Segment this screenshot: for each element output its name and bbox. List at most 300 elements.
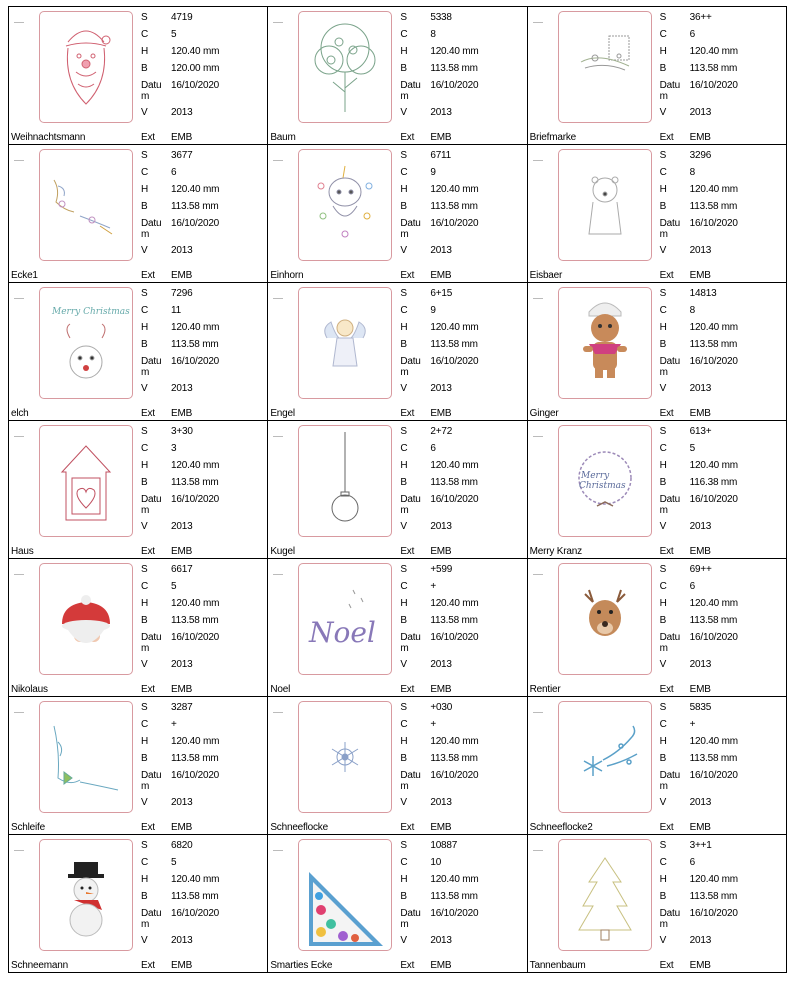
design-card (9, 697, 268, 835)
version-value: 2013 (171, 797, 193, 808)
extension-value: EMB (430, 132, 452, 143)
color-count: + (689, 719, 696, 730)
design-name: Briefmarke (529, 132, 577, 143)
spec-row-stitch-count (400, 285, 524, 302)
design-specs (141, 699, 265, 811)
design-specs (400, 699, 524, 811)
spec-label: m (659, 505, 668, 516)
spec-label: m (659, 781, 668, 792)
spec-row-height-value (400, 457, 524, 474)
color-count: 5 (171, 29, 177, 40)
extension-value: EMB (171, 408, 193, 419)
extension-value: EMB (689, 132, 711, 143)
spec-label: H (141, 184, 149, 195)
spec-row-color-count (141, 854, 265, 871)
spec-label: C (141, 443, 149, 454)
height-value: 120.40 mm (430, 736, 479, 747)
date-value: 16/10/2020 (430, 494, 479, 505)
design-specs (660, 837, 784, 949)
spec-label: S (141, 12, 148, 23)
extension-value: EMB (430, 822, 452, 833)
date-value: 16/10/2020 (171, 494, 220, 505)
spec-row-extension (660, 960, 711, 971)
spec-label: H (141, 598, 149, 609)
stitch-count: +599 (430, 564, 453, 575)
version-value: 2013 (689, 797, 712, 808)
design-specs (141, 285, 265, 397)
color-count: 8 (689, 305, 696, 316)
spec-label: B (141, 753, 148, 764)
design-card (9, 559, 268, 697)
width-value: 113.58 mm (171, 339, 219, 350)
spec-label: H (141, 46, 149, 57)
spec-row-height-value (660, 43, 784, 60)
spec-label: Ext (659, 546, 674, 557)
spec-row-version (141, 932, 265, 949)
spec-row-stitch-count (141, 561, 265, 578)
color-count: 6 (689, 581, 696, 592)
design-card (528, 559, 787, 697)
width-value: 113.58 mm (430, 63, 478, 74)
design-card (9, 7, 268, 145)
stitch-count: 5835 (689, 702, 712, 713)
design-specs (660, 423, 784, 535)
spec-row-color-count (400, 302, 524, 319)
design-thumbnail (298, 701, 392, 813)
spec-label: H (659, 736, 667, 747)
stitch-count: 7296 (171, 288, 193, 299)
spec-label: V (659, 521, 667, 532)
spec-label: m (141, 229, 150, 240)
design-card (268, 697, 527, 835)
spec-label: B (141, 615, 148, 626)
design-thumbnail (558, 11, 652, 123)
spec-row-height-value (660, 595, 784, 612)
spec-label: Datu (659, 218, 680, 229)
color-count: 5 (171, 581, 177, 592)
spec-row-extension (660, 546, 711, 557)
design-specs (141, 837, 265, 949)
spec-label: V (659, 935, 667, 946)
spec-label: C (400, 305, 408, 316)
spec-row-version (660, 242, 784, 259)
width-value: 113.58 mm (689, 63, 738, 74)
spec-label: V (659, 797, 667, 808)
spec-label: m (141, 367, 150, 378)
spec-label: S (400, 564, 407, 575)
spec-label: Datu (400, 770, 421, 781)
spec-label: Datu (141, 632, 162, 643)
spec-label: C (659, 443, 667, 454)
spec-label: H (659, 874, 667, 885)
width-value: 113.58 mm (430, 891, 478, 902)
design-thumbnail (39, 701, 133, 813)
spec-row-version (141, 794, 265, 811)
design-specs (400, 147, 524, 259)
spec-label: Ext (659, 684, 674, 695)
stitch-count: 6617 (171, 564, 193, 575)
stitch-count: 3287 (171, 702, 193, 713)
version-value: 2013 (430, 797, 452, 808)
spec-row-stitch-count (400, 423, 524, 440)
spec-row-height-value (660, 871, 784, 888)
spec-label: Datu (400, 494, 421, 505)
spec-label: H (141, 460, 149, 471)
spec-label: B (659, 891, 667, 902)
spec-label: Ext (400, 684, 415, 695)
spec-row-extension (400, 132, 451, 143)
spec-row-width-value (141, 750, 265, 767)
design-card (9, 421, 268, 559)
stitch-count: 2+72 (430, 426, 453, 437)
width-value: 113.58 mm (171, 615, 219, 626)
spec-label: Ext (659, 408, 674, 419)
design-card (528, 835, 787, 973)
spec-row-version (141, 656, 265, 673)
spec-label: S (141, 840, 148, 851)
spec-label: H (400, 598, 408, 609)
design-specs (660, 9, 784, 121)
design-name: Ecke1 (11, 270, 38, 281)
spec-row-color-count (141, 302, 265, 319)
version-value: 2013 (689, 935, 712, 946)
spec-row-width-value (660, 750, 784, 767)
spec-label: S (141, 150, 148, 161)
extension-value: EMB (430, 408, 452, 419)
spec-row-height-value (400, 595, 524, 612)
spec-label: B (400, 615, 407, 626)
spec-label: V (141, 107, 148, 118)
spec-label: H (141, 874, 149, 885)
design-specs (141, 561, 265, 673)
spec-row-extension (660, 270, 711, 281)
spec-row-extension (141, 684, 192, 695)
version-value: 2013 (171, 521, 193, 532)
version-value: 2013 (430, 107, 452, 118)
spec-row-color-count (660, 716, 784, 733)
spec-label: H (400, 46, 408, 57)
date-value: 16/10/2020 (171, 770, 220, 781)
spec-label: m (400, 919, 409, 930)
spec-row-extension (141, 960, 192, 971)
spec-row-height-value (400, 871, 524, 888)
spec-row-color-count (141, 578, 265, 595)
spec-row-stitch-count (141, 285, 265, 302)
spec-label: H (659, 46, 667, 57)
design-name: Noel (270, 684, 291, 695)
spec-row-width-value (400, 198, 524, 215)
stitch-count: 36++ (689, 12, 712, 23)
extension-value: EMB (171, 132, 193, 143)
spec-row-stitch-count (141, 147, 265, 164)
spec-row-height-value (141, 43, 265, 60)
design-name: Weihnachtsmann (11, 132, 86, 143)
version-value: 2013 (171, 383, 193, 394)
spec-label: C (141, 305, 149, 316)
svg-text:Merry: Merry (580, 471, 609, 481)
svg-text:Merry Christmas: Merry Christmas (52, 307, 130, 317)
spec-label: Ext (400, 408, 415, 419)
height-value: 120.40 mm (689, 736, 738, 747)
spec-label: Ext (141, 960, 155, 971)
spec-label: m (659, 643, 668, 654)
spec-label: Ext (400, 960, 415, 971)
design-name: Ginger (529, 408, 559, 419)
extension-value: EMB (171, 270, 193, 281)
spec-label: m (659, 919, 668, 930)
spec-label: C (400, 443, 408, 454)
spec-row-stitch-count (660, 699, 784, 716)
width-value: 113.58 mm (689, 891, 738, 902)
color-count: + (430, 581, 436, 592)
height-value: 120.40 mm (430, 184, 479, 195)
spec-row-height-value (400, 319, 524, 336)
spec-label: Datu (659, 80, 680, 91)
date-value: 16/10/2020 (171, 356, 220, 367)
design-card (268, 283, 527, 421)
spec-row-stitch-count (400, 699, 524, 716)
height-value: 120.40 mm (171, 460, 220, 471)
spec-row-height-value (660, 181, 784, 198)
color-count: 6 (430, 443, 436, 454)
date-value: 16/10/2020 (430, 770, 479, 781)
extension-value: EMB (689, 408, 711, 419)
spec-label: C (400, 719, 408, 730)
spec-row-width-value (400, 750, 524, 767)
spec-label: H (659, 322, 667, 333)
spec-label: m (141, 919, 150, 930)
spec-label: S (141, 564, 148, 575)
design-name: Engel (270, 408, 295, 419)
design-specs (400, 561, 524, 673)
spec-label: C (141, 167, 149, 178)
spec-row-stitch-count (400, 9, 524, 26)
date-value: 16/10/2020 (689, 494, 738, 505)
width-value: 113.58 mm (171, 891, 219, 902)
version-value: 2013 (430, 935, 452, 946)
spec-label: S (659, 564, 667, 575)
stitch-count: 3677 (171, 150, 193, 161)
date-value: 16/10/2020 (171, 218, 220, 229)
spec-label: B (141, 477, 148, 488)
design-card (528, 697, 787, 835)
spec-label: Datu (659, 770, 680, 781)
spec-label: Ext (141, 822, 155, 833)
spec-row-width-value (660, 474, 784, 491)
color-count: 8 (689, 167, 696, 178)
spec-row-version (400, 380, 524, 397)
spec-label: Ext (659, 960, 674, 971)
spec-label: S (659, 702, 667, 713)
design-card (268, 145, 527, 283)
version-value: 2013 (171, 659, 193, 670)
spec-label: H (400, 184, 408, 195)
spec-row-extension (141, 822, 192, 833)
spec-label: m (141, 505, 150, 516)
spec-label: S (659, 12, 667, 23)
spec-label: Ext (141, 132, 155, 143)
height-value: 120.40 mm (689, 874, 738, 885)
spec-label: B (141, 891, 148, 902)
spec-row-version (660, 380, 784, 397)
spec-row-color-count (141, 26, 265, 43)
spec-row-version (400, 242, 524, 259)
design-card (268, 7, 527, 145)
color-count: 6 (689, 857, 696, 868)
stitch-count: 4719 (171, 12, 193, 23)
design-catalog-grid (8, 6, 787, 973)
spec-row-color-count (660, 440, 784, 457)
width-value: 113.58 mm (689, 753, 738, 764)
color-count: 5 (689, 443, 696, 454)
spec-label: Datu (400, 80, 421, 91)
spec-row-height-value (660, 319, 784, 336)
height-value: 120.40 mm (171, 46, 220, 57)
date-value: 16/10/2020 (171, 632, 220, 643)
spec-label: V (141, 383, 148, 394)
spec-row-height-value (141, 595, 265, 612)
color-count: + (171, 719, 177, 730)
height-value: 120.40 mm (430, 46, 479, 57)
spec-label: Datu (141, 908, 162, 919)
spec-label: B (659, 63, 667, 74)
spec-label: C (400, 581, 408, 592)
color-count: 9 (430, 167, 436, 178)
spec-label: B (659, 339, 667, 350)
width-value: 116.38 mm (689, 477, 738, 488)
spec-label: C (141, 719, 149, 730)
spec-label: S (400, 150, 407, 161)
spec-row-color-count (400, 854, 524, 871)
spec-row-stitch-count (141, 699, 265, 716)
spec-label: C (400, 857, 408, 868)
spec-row-height-value (660, 457, 784, 474)
height-value: 120.40 mm (171, 874, 220, 885)
design-name: Schneemann (11, 960, 68, 971)
spec-label: V (400, 383, 407, 394)
spec-label: V (141, 659, 148, 670)
spec-label: S (659, 840, 667, 851)
spec-row-color-count (400, 164, 524, 181)
date-value: 16/10/2020 (430, 632, 479, 643)
version-value: 2013 (430, 245, 452, 256)
spec-row-width-value (660, 336, 784, 353)
width-value: 113.58 mm (430, 201, 478, 212)
spec-label: H (400, 874, 408, 885)
design-specs (400, 837, 524, 949)
spec-label: S (400, 840, 407, 851)
spec-row-version (400, 794, 524, 811)
version-value: 2013 (430, 659, 452, 670)
spec-row-width-value (660, 60, 784, 77)
spec-label: m (659, 367, 668, 378)
stitch-count: 6711 (430, 150, 452, 161)
design-card (9, 835, 268, 973)
spec-row-height-value (660, 733, 784, 750)
design-thumbnail (298, 11, 392, 123)
stitch-count: 3+30 (171, 426, 193, 437)
spec-row-height-value (400, 733, 524, 750)
spec-label: S (141, 426, 148, 437)
spec-label: V (659, 245, 667, 256)
spec-row-stitch-count (400, 147, 524, 164)
spec-row-extension (400, 960, 451, 971)
stitch-count: 69++ (689, 564, 712, 575)
design-card (268, 421, 527, 559)
spec-label: S (400, 426, 407, 437)
extension-value: EMB (171, 960, 193, 971)
spec-row-version (141, 380, 265, 397)
extension-value: EMB (171, 822, 193, 833)
spec-label: Datu (141, 770, 162, 781)
spec-label: m (400, 505, 409, 516)
design-name: Eisbaer (529, 270, 563, 281)
spec-label: Datu (659, 908, 680, 919)
spec-row-extension (400, 270, 451, 281)
spec-row-extension (141, 408, 192, 419)
spec-label: B (400, 891, 407, 902)
design-thumbnail (558, 563, 652, 675)
spec-label: H (659, 598, 667, 609)
spec-row-color-count (660, 854, 784, 871)
design-card (268, 835, 527, 973)
design-thumbnail (39, 425, 133, 537)
color-count: 6 (689, 29, 696, 40)
date-value: 16/10/2020 (430, 356, 479, 367)
design-specs (660, 699, 784, 811)
spec-label: V (659, 659, 667, 670)
spec-label: Datu (141, 80, 162, 91)
color-count: 9 (430, 305, 436, 316)
spec-row-extension (660, 408, 711, 419)
height-value: 120.40 mm (689, 46, 738, 57)
version-value: 2013 (171, 107, 193, 118)
extension-value: EMB (689, 822, 711, 833)
design-name: Einhorn (270, 270, 304, 281)
spec-row-width-value (400, 612, 524, 629)
spec-row-width-value (660, 198, 784, 215)
spec-label: B (659, 201, 667, 212)
spec-label: V (400, 935, 407, 946)
extension-value: EMB (689, 960, 711, 971)
version-value: 2013 (689, 245, 712, 256)
spec-row-stitch-count (660, 837, 784, 854)
design-name: Tannenbaum (529, 960, 586, 971)
design-thumbnail (298, 425, 392, 537)
spec-label: Ext (141, 684, 155, 695)
date-value: 16/10/2020 (430, 80, 479, 91)
version-value: 2013 (171, 935, 193, 946)
design-thumbnail (298, 839, 392, 951)
width-value: 113.58 mm (171, 201, 219, 212)
spec-row-color-count (400, 440, 524, 457)
date-value: 16/10/2020 (689, 632, 738, 643)
spec-row-color-count (400, 26, 524, 43)
spec-label: B (400, 63, 407, 74)
date-value: 16/10/2020 (430, 218, 479, 229)
extension-value: EMB (689, 546, 711, 557)
height-value: 120.40 mm (689, 322, 738, 333)
spec-row-version (660, 518, 784, 535)
spec-row-width-value (141, 336, 265, 353)
spec-label: B (659, 477, 667, 488)
design-card (528, 7, 787, 145)
height-value: 120.40 mm (689, 460, 738, 471)
spec-label: Ext (659, 132, 674, 143)
spec-label: B (659, 753, 667, 764)
design-card (528, 145, 787, 283)
spec-row-color-count (660, 164, 784, 181)
